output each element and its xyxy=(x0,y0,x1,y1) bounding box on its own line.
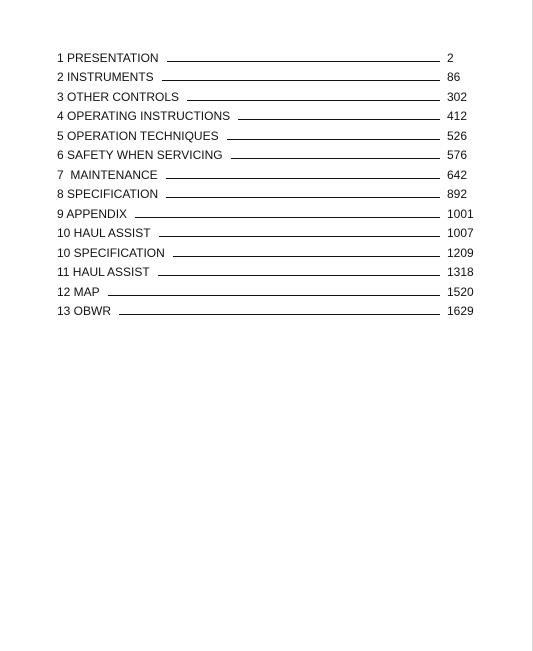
toc-entry-title: 5 OPERATION TECHNIQUES xyxy=(57,128,219,143)
toc-entry[interactable] xyxy=(57,299,477,319)
toc-leader-line xyxy=(173,256,440,257)
toc-entry[interactable] xyxy=(57,123,477,143)
toc-entry-page: 2 xyxy=(447,50,454,65)
toc-entry[interactable] xyxy=(57,104,477,124)
toc-entry-page: 1520 xyxy=(447,284,474,299)
toc-entry-page: 1629 xyxy=(447,304,474,318)
toc-entry-title: 12 MAP xyxy=(57,284,100,299)
table-of-contents xyxy=(57,45,477,318)
toc-leader-line xyxy=(166,178,440,179)
toc-entry-page: 576 xyxy=(447,148,468,162)
toc-leader-line xyxy=(238,119,440,120)
toc-entry-title: 2 INSTRUMENTS xyxy=(57,70,154,84)
toc-entry-page: 892 xyxy=(447,187,468,201)
toc-entry-page: 86 xyxy=(447,70,461,84)
toc-leader-line xyxy=(135,217,440,218)
toc-leader-line xyxy=(231,158,440,159)
toc-entry[interactable] xyxy=(57,260,477,280)
toc-entry-title: 9 APPENDIX xyxy=(57,206,128,221)
toc-entry[interactable] xyxy=(57,201,477,221)
toc-entry[interactable] xyxy=(57,45,477,65)
toc-entry-title: 7 MAINTENANCE xyxy=(57,167,158,182)
toc-leader-line xyxy=(187,100,440,101)
toc-entry[interactable] xyxy=(57,221,477,241)
toc-leader-line xyxy=(167,61,440,62)
toc-entry-title: 1 PRESENTATION xyxy=(57,50,159,65)
toc-entry-page: 642 xyxy=(447,167,468,182)
toc-entry[interactable] xyxy=(57,279,477,299)
toc-entry-title: 10 SPECIFICATION xyxy=(57,245,165,260)
toc-leader-line xyxy=(108,295,440,296)
toc-leader-line xyxy=(158,275,440,276)
toc-entry[interactable] xyxy=(57,162,477,182)
toc-entry[interactable] xyxy=(57,65,477,85)
toc-entry-title: 3 OTHER CONTROLS xyxy=(57,89,180,104)
toc-leader-line xyxy=(119,314,440,315)
toc-leader-line xyxy=(159,236,440,237)
toc-entry-page: 1007 xyxy=(447,226,474,240)
toc-leader-line xyxy=(162,80,440,81)
toc-entry-title: 10 HAUL ASSIST xyxy=(57,226,151,240)
toc-entry-page: 1001 xyxy=(447,206,474,221)
toc-entry-page: 302 xyxy=(447,89,468,104)
toc-leader-line xyxy=(227,139,440,140)
toc-entry[interactable] xyxy=(57,182,477,202)
toc-entry-title: 4 OPERATING INSTRUCTIONS xyxy=(57,109,231,123)
toc-entry-title: 8 SPECIFICATION xyxy=(57,187,159,201)
toc-leader-line xyxy=(166,197,440,198)
toc-entry-page: 1318 xyxy=(447,265,474,279)
toc-entry[interactable] xyxy=(57,240,477,260)
toc-entry-title: 13 OBWR xyxy=(57,304,112,318)
toc-entry-page: 1209 xyxy=(447,245,474,260)
toc-entry-page: 412 xyxy=(447,109,468,123)
toc-entry-title: 6 SAFETY WHEN SERVICING xyxy=(57,148,223,162)
toc-entry[interactable] xyxy=(57,84,477,104)
toc-entry-title: 11 HAUL ASSIST xyxy=(57,265,150,279)
toc-entry[interactable] xyxy=(57,143,477,163)
toc-entry-page: 526 xyxy=(447,128,468,143)
